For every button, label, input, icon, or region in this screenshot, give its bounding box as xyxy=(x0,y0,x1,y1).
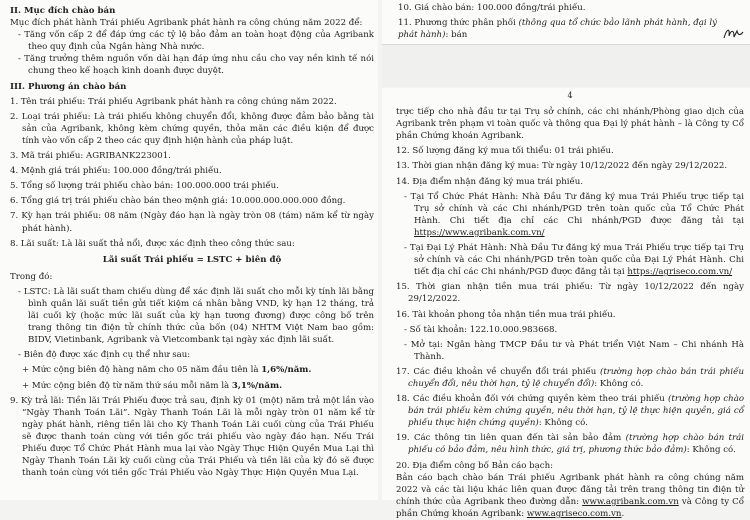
item-7-term: 7. Kỳ hạn trái phiếu: 08 năm (Ngày đáo hạn là ngày tròn 08 (tám) năm kể từ ngày phát hành). xyxy=(10,211,374,234)
item-16-escrow-account: 16. Tài khoản phong tỏa nhận tiền mua trái phiếu. xyxy=(396,309,616,320)
signature-mark-icon xyxy=(722,26,744,42)
item-14-bullet-issuer xyxy=(396,191,744,239)
margin-item-1-value: 1,6%/năm. xyxy=(261,365,312,376)
item-16-account-number: - Số tài khoản: 122.10.000.983668. xyxy=(404,324,558,335)
purpose-bullet-2: - Tăng trưởng thêm nguồn vốn dài hạn đáp ứng nhu cầu cho vay nền kinh tế nói chung theo kế hoạch kinh doanh được duyệt. xyxy=(18,54,374,77)
right-top-document-fragment xyxy=(382,0,750,45)
agribank-link[interactable]: https://www.agribank.com.vn/ xyxy=(414,227,545,238)
distribution-continuation: trực tiếp cho nhà đầu tư tại Trụ sở chính, các chi nhánh/Phòng giao dịch của Agribank trên phạm vi toàn quốc và thông qua Đại lý phát hành – là Công ty Cổ phần Chứng khoán Agribank. xyxy=(396,107,744,142)
item-14-registration-place: 14. Địa điểm nhận đăng ký mua trái phiếu. xyxy=(396,176,584,187)
agriseco-website-link[interactable]: www.agriseco.com.vn xyxy=(526,508,622,519)
item-16-bank: - Mở tại: Ngân hàng TMCP Đầu tư và Phát triển Việt Nam – Chi nhánh Hà Thành. xyxy=(404,339,744,362)
item-17-conversion xyxy=(396,366,744,390)
item-19-text: 19. Các thông tin liên quan đến tài sản bảo đảm xyxy=(396,433,626,444)
item-17-end: : Không có. xyxy=(594,378,644,389)
margin-item-2-value: 3,1%/năm. xyxy=(231,380,283,391)
item-19-end: : Không có. xyxy=(686,445,736,456)
item-19-note: (trường hợp chào bán trái phiếu có bảo đảm, nêu hình thức, giá trị, phương thức bảo đảm) xyxy=(408,433,744,456)
item-10-offer-price: 10. Giá chào bán: 100.000 đồng/trái phiếu. xyxy=(398,3,586,13)
section-plan-heading: III. Phương án chào bán xyxy=(10,81,127,92)
item-11-end: : bán xyxy=(445,30,468,41)
item-14-bullet-agent xyxy=(396,242,744,278)
item-11-text: 11. Phương thức phân phối xyxy=(398,18,519,29)
margin-item-1-text: + Mức cộng biên độ hàng năm cho 05 năm đầu tiên là xyxy=(22,365,262,376)
item-17-note: (trường hợp chào bán trái phiếu chuyển đổi, nêu thời hạn, tỷ lệ chuyển đổi) xyxy=(408,366,744,389)
purpose-intro: Mục đích phát hành Trái phiếu Agribank phát hành ra công chúng năm 2022 để: xyxy=(10,18,363,29)
item-12-min-quantity: 12. Số lượng đăng ký mua tối thiểu: 01 trái phiếu. xyxy=(396,146,614,157)
item-4-face-value: 4. Mệnh giá trái phiếu: 100.000 đồng/trái phiếu. xyxy=(10,166,222,177)
item-18-text: 18. Các điều khoản đối với chứng quyền kèm theo trái phiếu xyxy=(396,394,669,405)
item-18-warrants xyxy=(396,393,744,429)
item-20-prospectus-place: 20. Địa điểm công bố Bản cáo bạch: xyxy=(396,460,554,471)
item-18-end: : Không có. xyxy=(538,418,588,429)
item-14-bullet-issuer-text: - Tại Tổ Chức Phát Hành: Nhà Đầu Tư đăng ký mua Trái Phiếu trực tiếp tại Trụ sở chính và các Chi nhánh/PGD trên toàn quốc của Tổ Chức Phát Hành. Chi tiết địa chỉ các Chi nhánh/PGD được đăng tải tại xyxy=(404,191,744,226)
section-purpose-heading: II. Mục đích chào bán xyxy=(10,6,116,16)
item-14-bullet-agent-text: - Tại Đại Lý Phát Hành: Nhà Đầu Tư đăng ký mua Trái Phiếu trực tiếp tại Trụ sở chính và các Chi nhánh/PGD trên toàn quốc của Đại Lý Phát Hành. Chi tiết địa chỉ các Chi nhánh/PGD được đăng tải tại xyxy=(404,243,744,278)
page-number: 4 xyxy=(567,91,573,100)
item-6-total-value: 6. Tổng giá trị trái phiếu chào bán theo mệnh giá: 10.000.000.000.000 đồng. xyxy=(10,196,346,207)
where-label: Trong đó: xyxy=(10,271,53,282)
item-3-bond-code: 3. Mã trái phiếu: AGRIBANK223001. xyxy=(10,151,171,162)
item-5-quantity: 5. Tổng số lượng trái phiếu chào bán: 100.000.000 trái phiếu. xyxy=(10,181,279,192)
item-17-text: 17. Các điều khoản về chuyển đổi trái phiếu xyxy=(396,366,600,377)
margin-item-2-text: + Mức cộng biên độ từ năm thứ sáu mỗi năm là xyxy=(22,380,232,391)
item-18-note: (trường hợp chào bán trái phiếu kèm chứng quyền, nêu thời hạn, tỷ lệ thực hiện quyền, giá cổ phiếu thực hiện chứng quyền) xyxy=(408,394,744,429)
item-1-bond-name: 1. Tên trái phiếu: Trái phiếu Agribank phát hành ra công chúng năm 2022. xyxy=(10,96,337,107)
item-8-interest: 8. Lãi suất: Là lãi suất thả nổi, được xác định theo công thức sau: xyxy=(10,238,295,249)
interest-formula: Lãi suất Trái phiếu = LSTC + biên độ xyxy=(102,254,282,265)
margin-item-2 xyxy=(10,380,374,392)
item-2-bond-type: 2. Loại trái phiếu: Là trái phiếu không chuyển đổi, không được đảm bảo bằng tài sản của Agribank, không kèm chứng quyền, thỏa mãn các điều kiện để được tính vào vốn cấp 2 theo các quy định hiện hành của pháp luật. xyxy=(10,111,374,146)
item-20-text: Bản cáo bạch chào bán Trái phiếu Agribank phát hành ra công chúng năm 2022 và các tài liệu khác liên quan được đăng tải trên trang thông tin điện tử chính thức của Agribank theo đường dẫn: xyxy=(396,472,744,507)
item-20-details xyxy=(396,472,744,520)
item-11-note: (thông qua tổ chức bảo lãnh phát hành, đại lý phát hành) xyxy=(398,18,717,41)
item-20-end: . xyxy=(621,508,625,519)
item-19-collateral xyxy=(396,432,744,456)
purpose-bullet-1: - Tăng vốn cấp 2 để đáp ứng các tỷ lệ bảo đảm an toàn hoạt động của Agribank theo quy định của Ngân hàng Nhà nước. xyxy=(18,30,374,53)
item-11-distribution xyxy=(398,17,720,41)
page-gap xyxy=(382,45,750,87)
left-document-page xyxy=(0,0,378,500)
margin-definition: - Biên độ được xác định cụ thể như sau: xyxy=(18,350,191,361)
agribank-website-link[interactable]: www.agribank.com.vn xyxy=(582,496,679,507)
item-20-mid: và Công ty Cổ phần Chứng khoán Agribank: xyxy=(396,496,744,519)
item-13-registration-period: 13. Thời gian nhận đăng ký mua: Từ ngày 10/12/2022 đến ngày 29/12/2022. xyxy=(396,161,728,172)
item-15-payment-period: 15. Thời gian nhận tiền mua trái phiếu: Từ ngày 10/12/2022 đến ngày 29/12/2022. xyxy=(396,282,744,305)
lstc-definition: - LSTC: Là lãi suất tham chiếu dùng để xác định lãi suất cho mỗi kỳ tính lãi bằng bình quân lãi suất tiền gửi tiết kiệm cá nhân bằng VND, kỳ hạn 12 tháng, trả lãi cuối kỳ (hoặc mức lãi suất của kỳ hạn tương đương) được công bố trên trang thông tin điện tử chính thức của bốn (04) NHTM Việt Nam bao gồm: BIDV, Vietinbank, Agribank và Vietcombank tại ngày xác định lãi suất. xyxy=(18,286,374,346)
item-9-interest-payment: 9. Kỳ trả lãi: Tiền lãi Trái Phiếu được trả sau, định kỳ 01 (một) năm trả một lần vào “Ngày Thanh Toán Lãi”. Ngày Thanh Toán Lãi là mỗi ngày tròn 01 năm kể từ ngày phát hành, riêng tiền lãi cho Kỳ Thanh Toán Lãi cuối cùng của Trái Phiếu sẽ được thanh toán cùng với tiền gốc trái phiếu vào ngày đáo hạn. Nếu Trái Phiếu được Tổ Chức Phát Hành mua lại vào Ngày Thực Hiện Quyền Mua Lại thì Ngày Thanh Toán Lãi kỳ cuối cùng của Trái Phiếu và tiền lãi của kỳ đó sẽ được thanh toán cùng với tiền gốc Trái Phiếu vào Ngày Thực Hiện Quyền Mua Lại. xyxy=(10,395,374,479)
right-document-page xyxy=(382,88,750,519)
agriseco-link[interactable]: https://agriseco.com.vn/ xyxy=(627,267,733,278)
margin-item-1 xyxy=(10,364,374,376)
